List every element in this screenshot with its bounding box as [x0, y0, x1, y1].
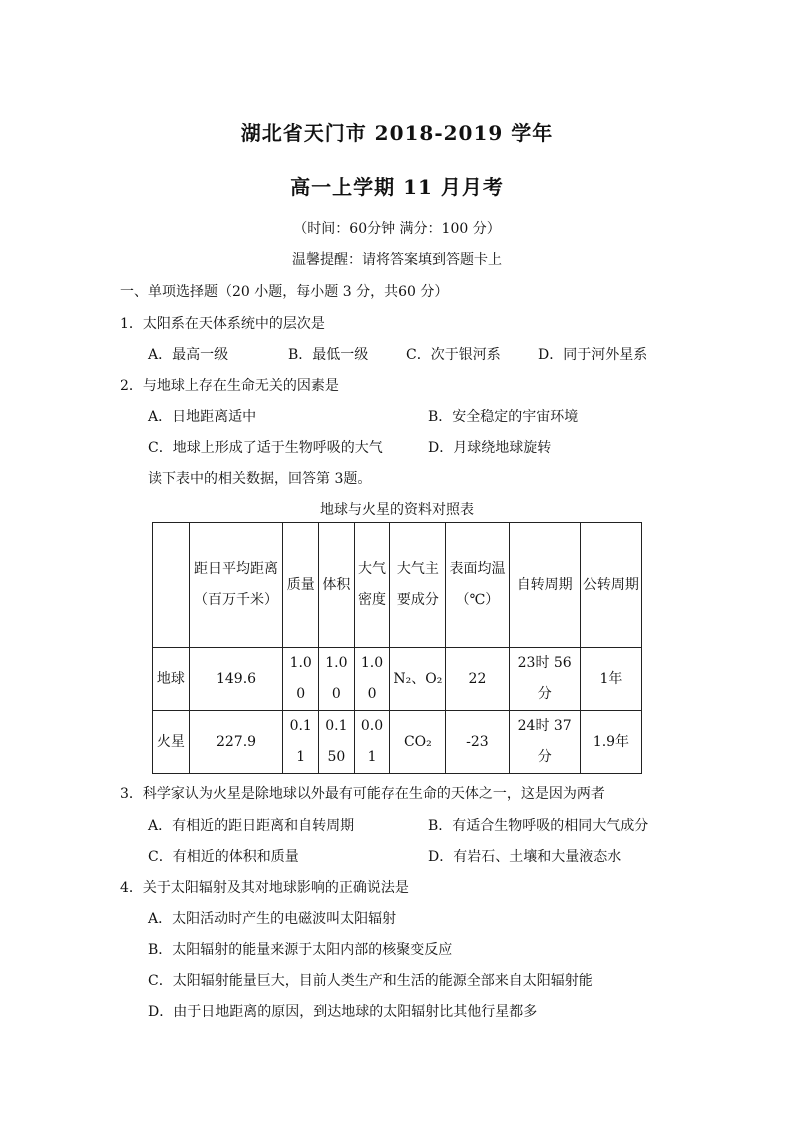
- table-cell: 地球: [153, 648, 190, 711]
- table-row-mars: [153, 711, 642, 774]
- q1-option-c: C．次于银河系: [406, 347, 501, 363]
- header-mass: 质量: [283, 523, 319, 648]
- header-revolution-period: 公转周期: [580, 523, 641, 648]
- table-cell: 1.00: [354, 648, 390, 711]
- table-row-earth: [153, 648, 642, 711]
- table-cell: 1.00: [283, 648, 319, 711]
- table-cell: 149.6: [189, 648, 283, 711]
- q4-stem: 4．关于太阳辐射及其对地球影响的正确说法是: [120, 880, 409, 896]
- q1-stem: 1．太阳系在天体系统中的层次是: [120, 316, 325, 332]
- q3-option-c: C．有相近的体积和质量: [148, 849, 299, 865]
- table-cell: 火星: [153, 711, 190, 774]
- q1-option-d: D．同于河外星系: [538, 347, 648, 363]
- section-heading: 一、单项选择题（20 小题，每小题 3 分，共60 分）: [120, 284, 449, 300]
- table-cell: 0.11: [283, 711, 319, 774]
- header-rotation-period: 自转周期: [509, 523, 580, 648]
- exam-title: 湖北省天门市 2018-2019 学年: [240, 121, 554, 145]
- q2-option-c: C．地球上形成了适于生物呼吸的大气: [148, 440, 383, 456]
- table-cell: -23: [446, 711, 509, 774]
- table-cell: 0.01: [354, 711, 390, 774]
- q1-option-a: A．最高一级: [148, 347, 229, 363]
- table-cell: 22: [446, 648, 509, 711]
- table-cell: 0.150: [319, 711, 355, 774]
- table-caption: 地球与火星的资料对照表: [320, 502, 474, 518]
- table-cell: 24时 37分: [509, 711, 580, 774]
- header-surface-temperature: 表面均温（℃）: [446, 523, 509, 648]
- q4-option-a: A．太阳活动时产生的电磁波叫太阳辐射: [148, 911, 397, 927]
- header-volume: 体积: [319, 523, 355, 648]
- q3-option-d: D．有岩石、土壤和大量液态水: [428, 849, 622, 865]
- header-cell: [153, 523, 190, 648]
- time-info: （时间：60分钟 满分：100 分）: [293, 221, 501, 237]
- q2-option-a: A．日地距离适中: [148, 409, 257, 425]
- q3-option-b: B．有适合生物呼吸的相同大气成分: [428, 818, 649, 834]
- header-atmosphere-composition: 大气主要成分: [390, 523, 446, 648]
- table-cell: 1.9年: [580, 711, 641, 774]
- table-cell: 227.9: [189, 711, 283, 774]
- table-cell: N₂、O₂: [390, 648, 446, 711]
- table-cell: 1.00: [319, 648, 355, 711]
- q2-option-b: B．安全稳定的宇宙环境: [428, 409, 579, 425]
- exam-subtitle: 高一上学期 11 月月考: [290, 175, 504, 199]
- header-distance: 距日平均距离（百万千米）: [189, 523, 283, 648]
- q4-option-c: C．太阳辐射能量巨大，目前人类生产和生活的能源全部来自太阳辐射能: [148, 973, 593, 989]
- q4-option-b: B．太阳辐射的能量来源于太阳内部的核聚变反应: [148, 942, 453, 958]
- table-header-row: [153, 523, 642, 648]
- q4-option-d: D．由于日地距离的原因，到达地球的太阳辐射比其他行星都多: [148, 1004, 538, 1020]
- table-cell: CO₂: [390, 711, 446, 774]
- q1-option-b: B．最低一级: [288, 347, 369, 363]
- earth-mars-table: [152, 522, 642, 774]
- q3-stem: 3．科学家认为火星是除地球以外最有可能存在生命的天体之一，这是因为两者: [120, 786, 605, 802]
- header-atmosphere-density: 大气密度: [354, 523, 390, 648]
- q2-stem: 2．与地球上存在生命无关的因素是: [120, 378, 339, 394]
- table-cell: 1年: [580, 648, 641, 711]
- read-table-instruction: 读下表中的相关数据，回答第 3题。: [148, 471, 372, 487]
- q2-option-d: D．月球绕地球旋转: [428, 440, 552, 456]
- table-cell: 23时 56分: [509, 648, 580, 711]
- q3-option-a: A．有相近的距日距离和自转周期: [148, 818, 355, 834]
- reminder: 温馨提醒：请将答案填到答题卡上: [292, 252, 502, 268]
